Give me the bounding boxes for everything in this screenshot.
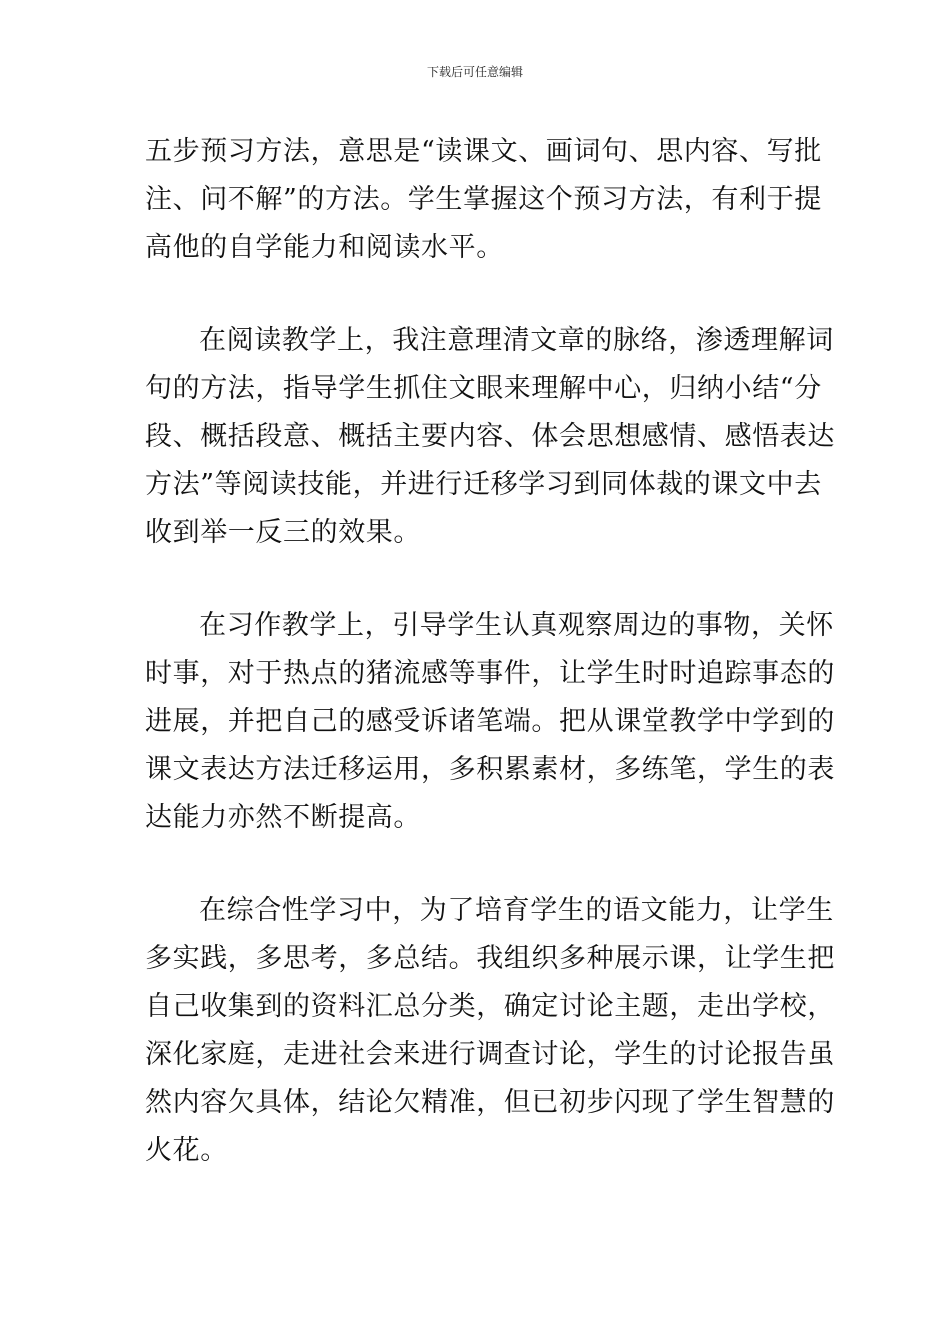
paragraph-2 (145, 317, 835, 557)
paragraph-line: 火花。 (145, 1135, 228, 1166)
paragraph-line: 段、概括段意、概括主要内容、体会思想感情、感悟表达 (145, 421, 835, 452)
page-header: 下载后可任意编辑 (426, 65, 523, 79)
paragraph-line: 在习作教学上，引导学生认真观察周边的事物，关怀 (199, 610, 834, 641)
paragraph-line: 句的方法，指导学生抓住文眼来理解中心，归纳小结“分 (145, 373, 822, 404)
paragraph-spacer (145, 557, 810, 602)
paragraph-line: 达能力亦然不断提高。 (145, 802, 421, 833)
paragraph-line: 自己收集到的资料汇总分类，确定讨论主题，走出学校， (145, 991, 835, 1022)
paragraph-line: 然内容欠具体，结论欠精准，但已初步闪现了学生智慧的 (145, 1087, 835, 1118)
paragraph-1 (145, 128, 822, 272)
paragraph-line: 注、问不解”的方法。学生掌握这个预习方法，有利于提 (145, 184, 822, 215)
paragraph-3 (145, 602, 835, 842)
paragraph-line: 深化家庭，走进社会来进行调查讨论，学生的讨论报告虽 (145, 1039, 835, 1070)
paragraph-spacer (145, 272, 810, 317)
paragraph-line: 多实践，多思考，多总结。我组织多种展示课，让学生把 (145, 943, 835, 974)
paragraph-line: 在阅读教学上，我注意理清文章的脉络，渗透理解词 (199, 325, 834, 356)
document-body (145, 128, 835, 1175)
paragraph-line: 收到举一反三的效果。 (145, 517, 421, 548)
paragraph-line: 课文表达方法迁移运用，多积累素材，多练笔，学生的表 (145, 754, 835, 785)
paragraph-line: 高他的自学能力和阅读水平。 (145, 232, 504, 263)
paragraph-line: 在综合性学习中，为了培育学生的语文能力，让学生 (199, 895, 834, 926)
paragraph-4 (145, 887, 835, 1175)
paragraph-line: 方法”等阅读技能，并进行迁移学习到同体裁的课文中去 (145, 469, 822, 500)
paragraph-spacer (145, 842, 810, 887)
paragraph-line: 进展，并把自己的感受诉诸笔端。把从课堂教学中学到的 (145, 706, 835, 737)
paragraph-line: 五步预习方法，意思是“读课文、画词句、思内容、写批 (145, 136, 822, 167)
paragraph-line: 时事，对于热点的猪流感等事件，让学生时时追踪事态的 (145, 658, 835, 689)
